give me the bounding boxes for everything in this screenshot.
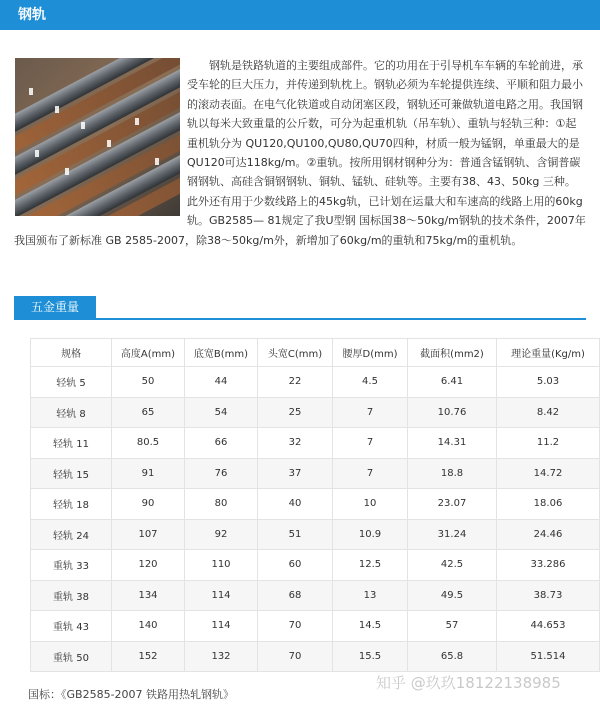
table-cell: 80.5 — [112, 428, 185, 459]
table-cell: 重轨 50 — [31, 641, 112, 672]
table-cell: 5.03 — [497, 367, 600, 398]
col-header: 底宽B(mm) — [185, 339, 258, 367]
table-header-row — [31, 339, 600, 367]
table-row — [31, 397, 600, 428]
source-note: 国标：《GB2585-2007 铁路用热轧钢轨》 — [28, 688, 235, 701]
table-cell: 68 — [258, 580, 333, 611]
table-cell: 7 — [333, 397, 408, 428]
table-cell: 22 — [258, 367, 333, 398]
table-cell: 76 — [185, 458, 258, 489]
table-cell: 24.46 — [497, 519, 600, 550]
table-cell: 49.5 — [408, 580, 497, 611]
table-cell: 60 — [258, 550, 333, 581]
table-cell: 11.2 — [497, 428, 600, 459]
table-cell: 134 — [112, 580, 185, 611]
col-header: 高度A(mm) — [112, 339, 185, 367]
table-cell: 轻轨 18 — [31, 489, 112, 520]
table-cell: 7 — [333, 428, 408, 459]
rail-spec-table — [30, 338, 600, 672]
table-row — [31, 580, 600, 611]
table-cell: 13 — [333, 580, 408, 611]
table-cell: 140 — [112, 611, 185, 642]
table-cell: 轻轨 15 — [31, 458, 112, 489]
table-cell: 7 — [333, 458, 408, 489]
table-cell: 18.06 — [497, 489, 600, 520]
table-cell: 51 — [258, 519, 333, 550]
tab-hardware-weight[interactable]: 五金重量 — [14, 296, 96, 320]
col-header: 规格 — [31, 339, 112, 367]
col-header: 腰厚D(mm) — [333, 339, 408, 367]
watermark: 知乎 @玖玖18122138985 — [376, 674, 561, 692]
table-cell: 轻轨 8 — [31, 397, 112, 428]
table-cell: 轻轨 5 — [31, 367, 112, 398]
table-cell: 114 — [185, 611, 258, 642]
table-cell: 44 — [185, 367, 258, 398]
table-cell: 14.72 — [497, 458, 600, 489]
table-cell: 51.514 — [497, 641, 600, 672]
table-cell: 120 — [112, 550, 185, 581]
table-row — [31, 641, 600, 672]
table-cell: 14.5 — [333, 611, 408, 642]
table-cell: 38.73 — [497, 580, 600, 611]
table-cell: 132 — [185, 641, 258, 672]
section-tab-bar — [14, 296, 586, 320]
table-cell: 90 — [112, 489, 185, 520]
table-cell: 15.5 — [333, 641, 408, 672]
page-title: 钢轨 — [18, 7, 46, 23]
table-cell: 重轨 38 — [31, 580, 112, 611]
table-cell: 54 — [185, 397, 258, 428]
table-row — [31, 458, 600, 489]
col-header: 理论重量(Kg/m) — [497, 339, 600, 367]
table-cell: 重轨 33 — [31, 550, 112, 581]
table-row — [31, 519, 600, 550]
table-cell: 42.5 — [408, 550, 497, 581]
intro-section — [14, 56, 586, 250]
col-header: 截面积(mm2) — [408, 339, 497, 367]
table-cell: 8.42 — [497, 397, 600, 428]
table-cell: 33.286 — [497, 550, 600, 581]
table-cell: 25 — [258, 397, 333, 428]
table-cell: 65 — [112, 397, 185, 428]
table-cell: 4.5 — [333, 367, 408, 398]
table-cell: 107 — [112, 519, 185, 550]
table-row — [31, 367, 600, 398]
table-cell: 6.41 — [408, 367, 497, 398]
table-cell: 18.8 — [408, 458, 497, 489]
table-cell: 70 — [258, 611, 333, 642]
table-cell: 10 — [333, 489, 408, 520]
table-cell: 23.07 — [408, 489, 497, 520]
table-cell: 92 — [185, 519, 258, 550]
table-cell: 32 — [258, 428, 333, 459]
title-bar — [0, 0, 600, 30]
table-row — [31, 428, 600, 459]
table-cell: 66 — [185, 428, 258, 459]
table-cell: 12.5 — [333, 550, 408, 581]
col-header: 头宽C(mm) — [258, 339, 333, 367]
table-cell: 44.653 — [497, 611, 600, 642]
table-cell: 152 — [112, 641, 185, 672]
table-cell: 57 — [408, 611, 497, 642]
table-row — [31, 550, 600, 581]
table-cell: 70 — [258, 641, 333, 672]
table-cell: 轻轨 11 — [31, 428, 112, 459]
table-row — [31, 611, 600, 642]
table-cell: 31.24 — [408, 519, 497, 550]
table-cell: 37 — [258, 458, 333, 489]
table-cell: 10.9 — [333, 519, 408, 550]
table-cell: 10.76 — [408, 397, 497, 428]
table-cell: 14.31 — [408, 428, 497, 459]
table-cell: 40 — [258, 489, 333, 520]
table-cell: 91 — [112, 458, 185, 489]
table-cell: 轻轨 24 — [31, 519, 112, 550]
table-cell: 65.8 — [408, 641, 497, 672]
intro-paragraph: 钢轨是铁路轨道的主要组成部件。它的功用在于引导机车车辆的车轮前进，承受车轮的巨大压力，并传递到轨枕上。钢轨必须为车轮提供连续、平顺和阻力最小的滚动表面。在电气化铁道或自动闭塞区段，钢轨还可兼做轨道电路之用。我国钢轨以每米大致重量的公斤数，可分为起重机轨（吊车轨）、重轨与轻轨三种：①起重机轨分为 QU120,QU100,QU80,QU70四种，材质一般为锰钢，单重最大的是QU120可达118kg/m。②重轨。按所用钢材钢种分为：普通含锰钢轨、含铜普碳钢钢轨、高硅含铜钢钢轨、铜轨、锰轨、硅轨等。主要有38、43、50kg 三种。此外还有用于少数线路上的45kg轨，已计划在运量大和车速高的线路上用的60kg轨。GB2585— 81规定了我U型钢 国标国38～50kg/m钢轨的技术条件，2007年我国颁布了新标准 GB 2585-2007，除38～50kg/m外，新增加了60kg/m的重轨和75kg/m的重机轨。 — [14, 59, 586, 247]
table-cell: 重轨 43 — [31, 611, 112, 642]
table-cell: 114 — [185, 580, 258, 611]
table-row — [31, 489, 600, 520]
table-cell: 110 — [185, 550, 258, 581]
table-cell: 80 — [185, 489, 258, 520]
table-cell: 50 — [112, 367, 185, 398]
